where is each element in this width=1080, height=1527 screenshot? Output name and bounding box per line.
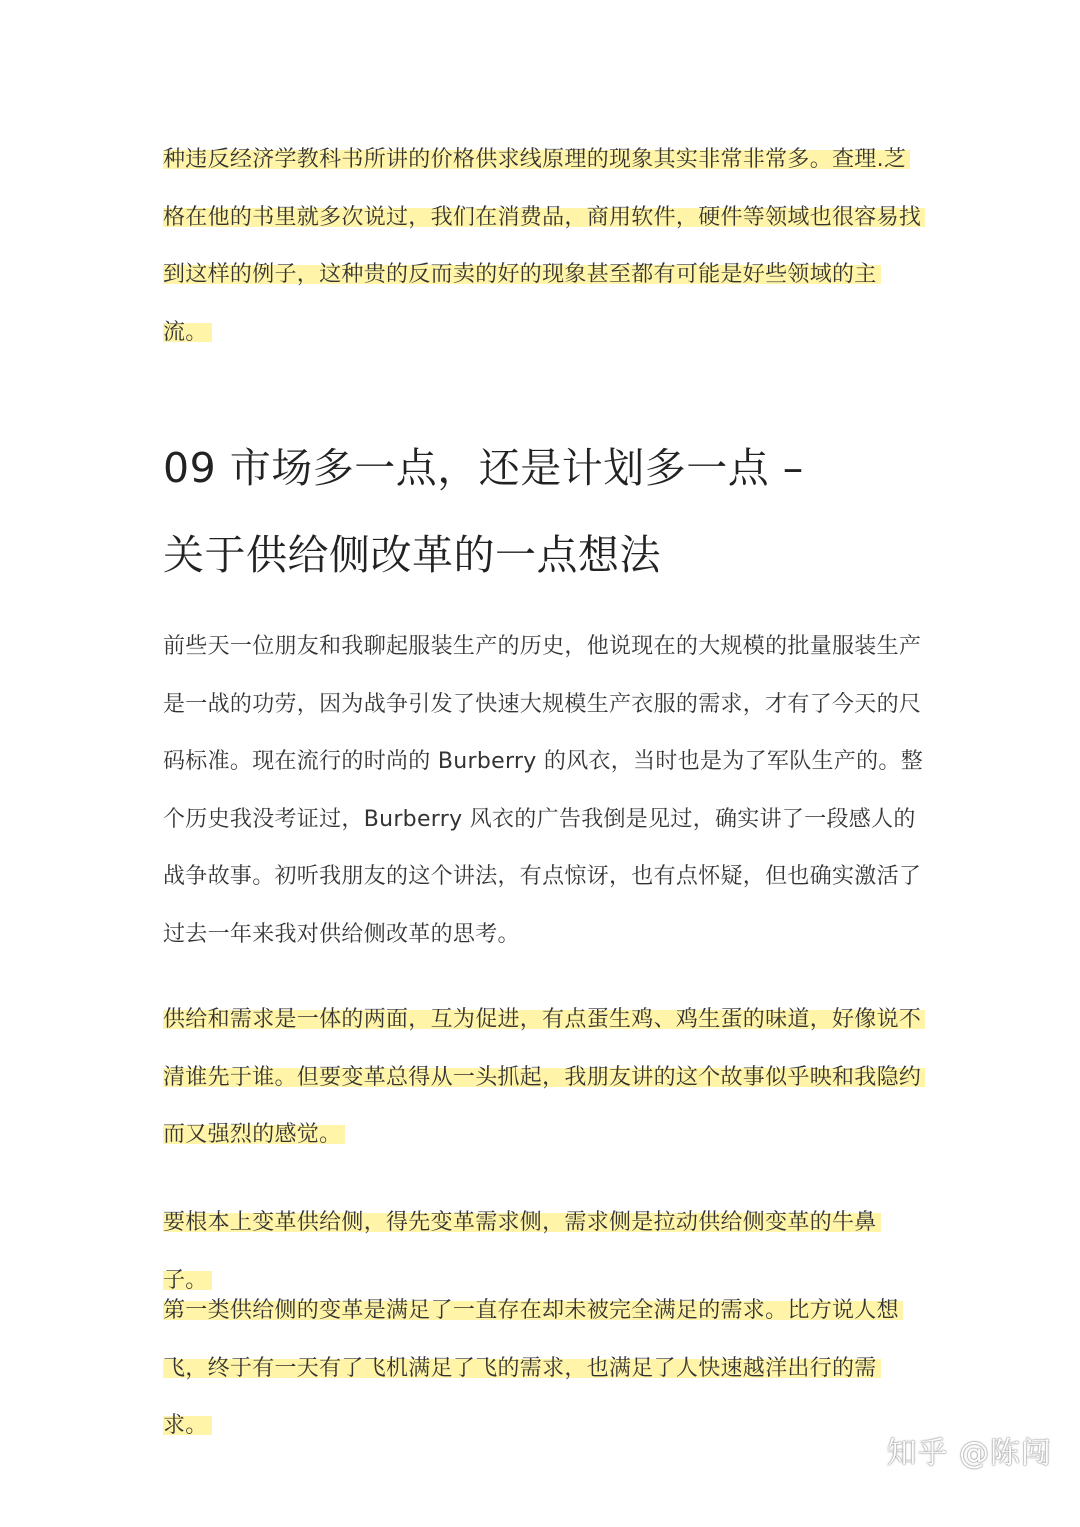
highlighted-text: 第一类供给侧的变革是满足了一直存在却未被完全满足的需求。比方说人想飞，终于有一天有了飞机满足了飞的需求，也满足了人快速越洋出行的需求。 [163,1296,903,1440]
body-paragraph-supply-demand [163,991,923,1164]
intro-paragraph [163,131,923,361]
zhihu-watermark: 知乎 @陈闯 [886,1436,1052,1471]
section-heading-line2: 关于供给侧改革的一点想法 [163,531,661,579]
body-paragraph-history [163,618,923,963]
section-heading-line1: 09 市场多一点，还是计划多一点 – [163,444,804,492]
section-heading [163,425,963,599]
highlighted-text: 种违反经济学教科书所讲的价格供求线原理的现象其实非常非常多。查理.芝格在他的书里就多次说过，我们在消费品，商用软件，硬件等领域也很容易找到这样的例子，这种贵的反而卖的好的现象甚至都有可能是好些领域的主流。 [163,145,925,347]
highlighted-text: 供给和需求是一体的两面，互为促进，有点蛋生鸡、鸡生蛋的味道，好像说不清谁先于谁。但要变革总得从一头抓起，我朋友讲的这个故事似乎映和我隐约而又强烈的感觉。 [163,1005,925,1149]
highlighted-text: 要根本上变革供给侧，得先变革需求侧，需求侧是拉动供给侧变革的牛鼻子。 [163,1208,881,1295]
body-paragraph-first-type [163,1282,923,1455]
paragraph-text: 前些天一位朋友和我聊起服装生产的历史，他说现在的大规模的批量服装生产是一战的功劳，因为战争引发了快速大规模生产衣服的需求，才有了今天的尺码标准。现在流行的时尚的 Burberry 的风衣，当时也是为了军队生产的。整个历史我没考证过，Burberry 风衣的广告我倒是见过，确实讲了一段感人的战争故事。初听我朋友的这个讲法，有点惊讶，也有点怀疑，但也确实激活了过去一年来我对供给侧改革的思考。 [163,634,923,947]
